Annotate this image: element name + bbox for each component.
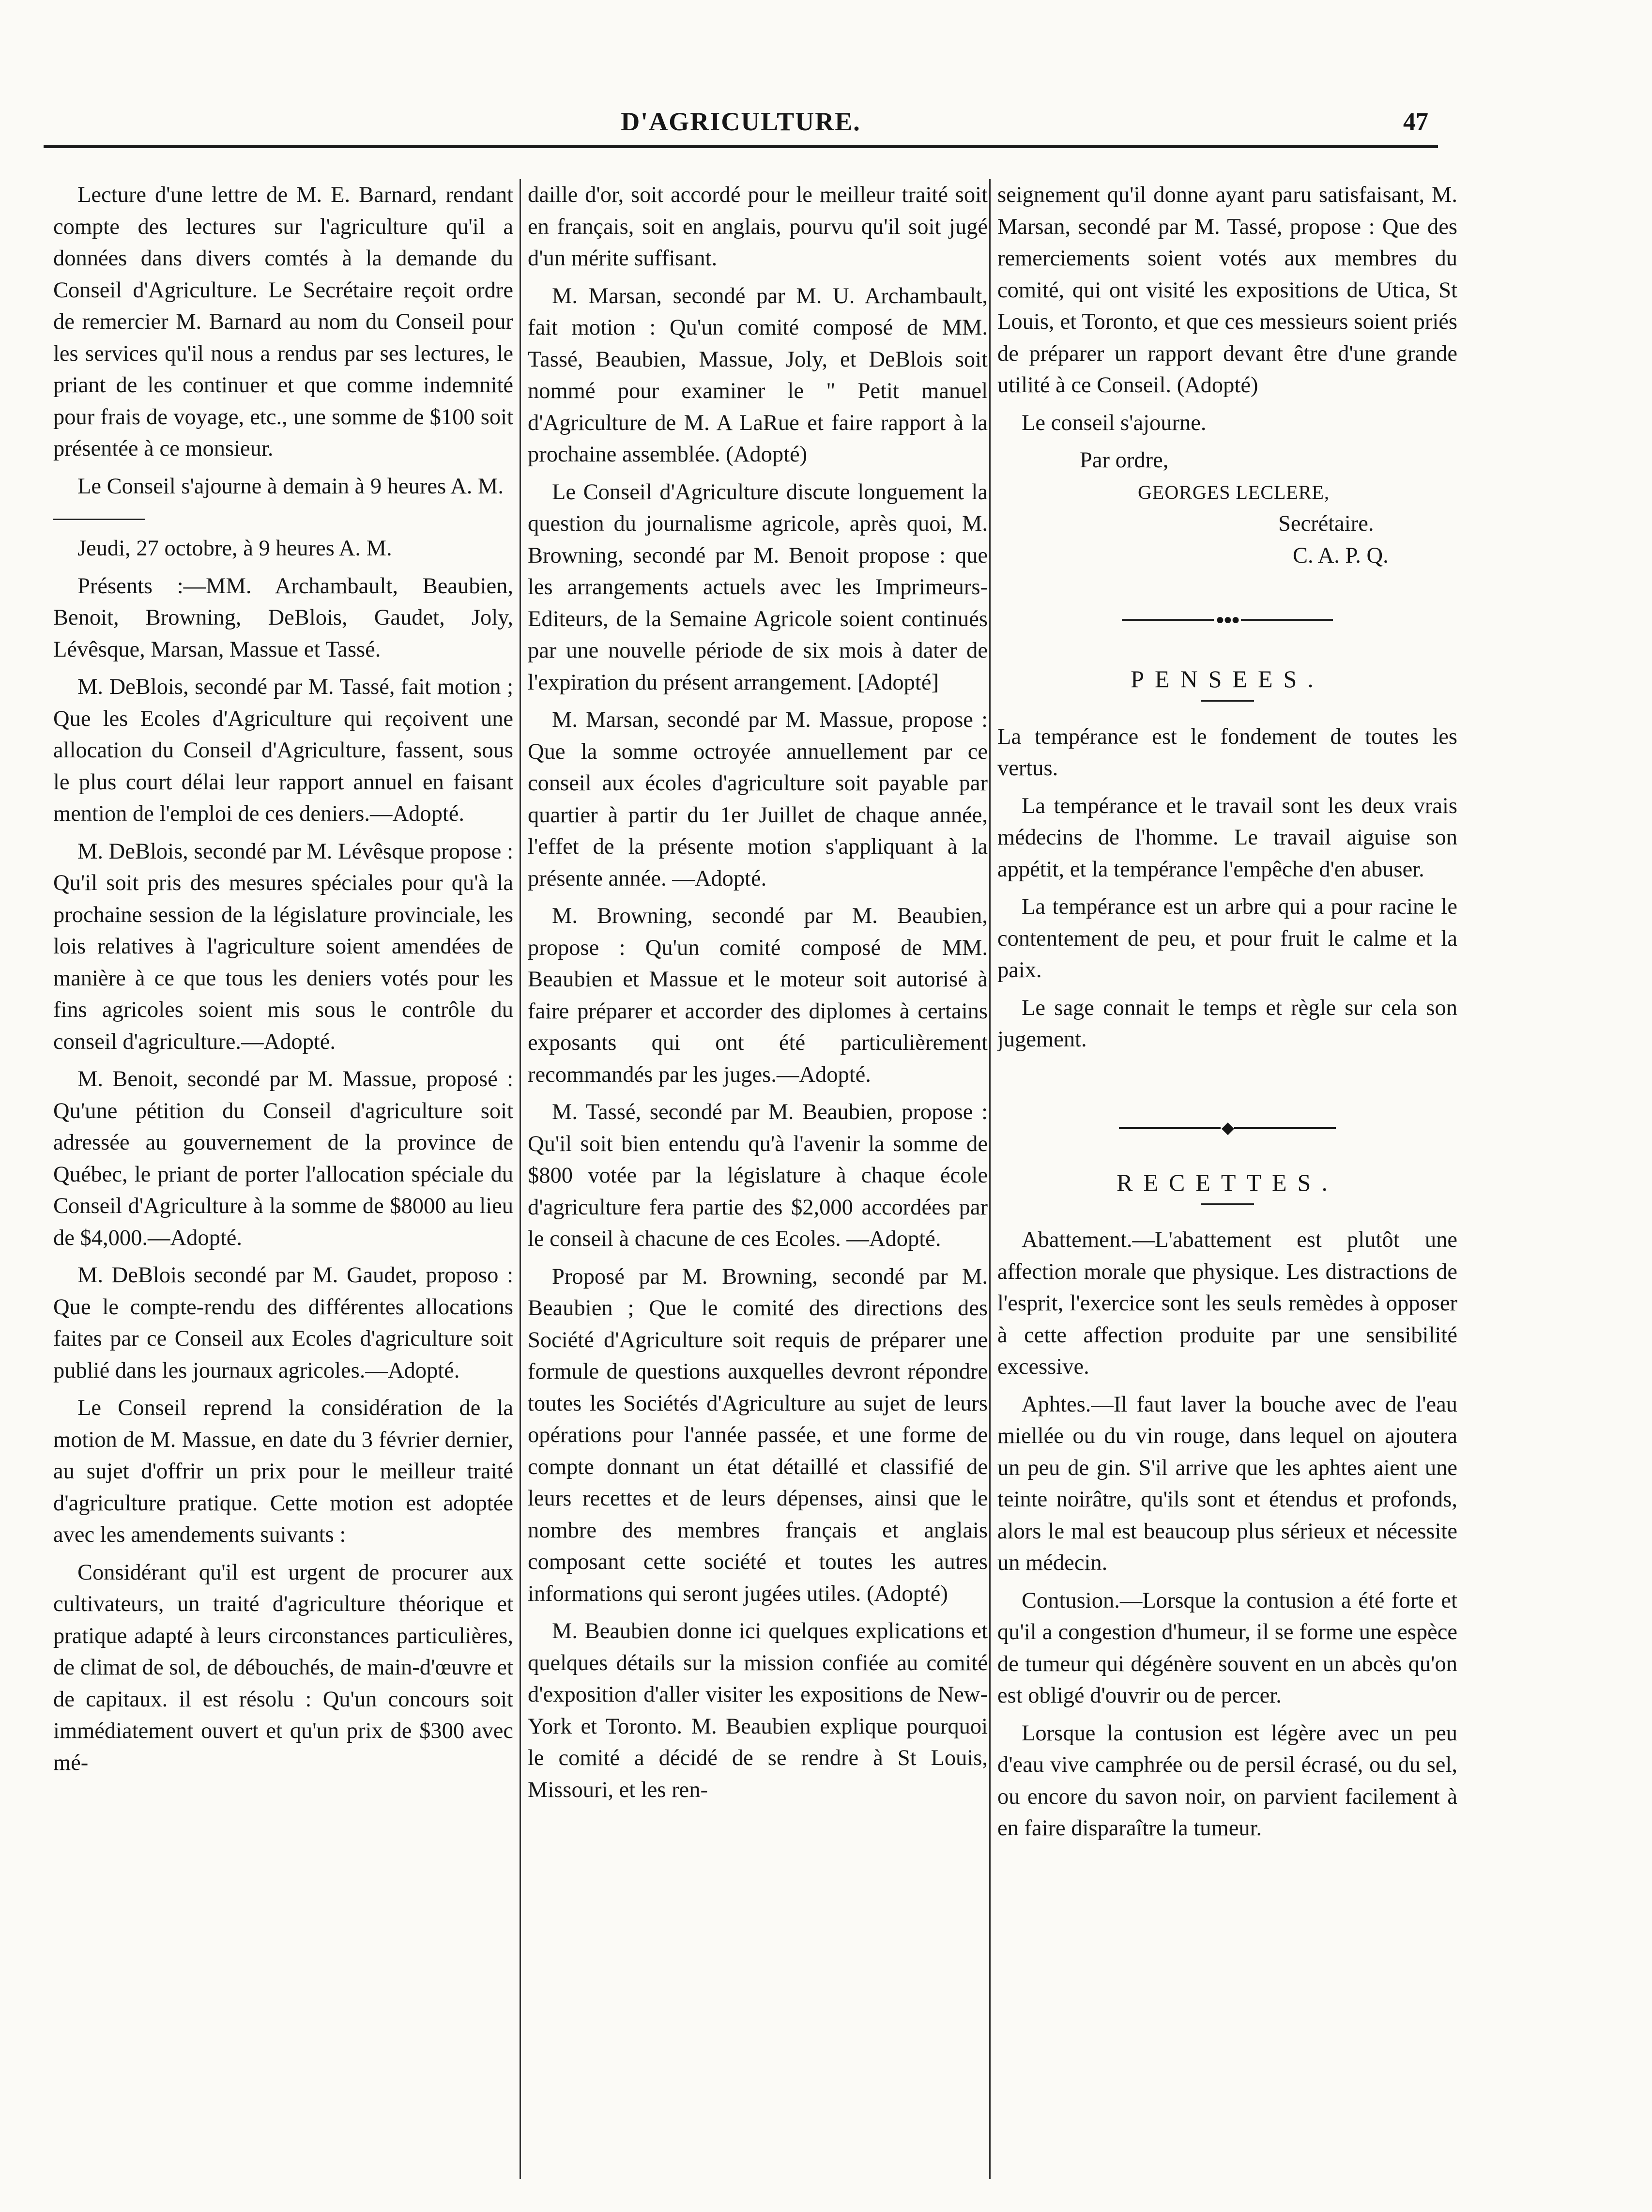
paragraph: M. DeBlois secondé par M. Gaudet, proposo : Que le compte-rendu des différentes allocations faites par ce Conseil aux Ecoles d'agriculture soit publié dans les journaux agricoles.—Adopté. bbox=[53, 1263, 513, 1383]
header-rule bbox=[44, 145, 1438, 148]
paragraph: Contusion.—Lorsque la contusion a été forte et qu'il a congestion d'humeur, il se forme une espèce de tumeur qui dégénère souvent en un abcès qu'on est obligé d'ouvrir ou de percer. bbox=[997, 1588, 1457, 1708]
paragraph: daille d'or, soit accordé pour le meilleur traité soit en français, soit en anglais, pourvu qu'il soit jugé d'un mérite suffisant. bbox=[528, 183, 988, 271]
paragraph: seignement qu'il donne ayant paru satisfaisant, M. Marsan, secondé par M. Tassé, propose : Que des remerciements soient votés aux membres du comité, qui ont visité les expositions de Utica, St Louis, et Toronto, et que ces messieurs soient priés de préparer un rapport devant être d'une grande utilité à ce Conseil. (Adopté) bbox=[997, 183, 1457, 398]
paragraph: M. Benoit, secondé par M. Massue, proposé : Qu'une pétition du Conseil d'agriculture soit adressée au gouvernement de la province de Québec, le priant de porter l'allocation spéciale du Conseil d'Agriculture à la somme de $8000 au lieu de $4,000.—Adopté. bbox=[53, 1067, 513, 1250]
paragraph: M. Marsan, secondé par M. U. Archambault, fait motion : Qu'un comité composé de MM. Tassé, Beaubien, Massue, Joly, et DeBlois soit nommé pour examiner le " Petit manuel d'Agriculture de M. A LaRue et faire rapport à la prochaine assemblée. (Adopté) bbox=[528, 283, 988, 467]
column-2 bbox=[528, 179, 988, 2179]
section-divider bbox=[53, 519, 145, 520]
signature-line: Par ordre, bbox=[1080, 448, 1169, 473]
paragraph: Le conseil s'ajourne. bbox=[1022, 410, 1207, 435]
paragraph: M. Browning, secondé par M. Beaubien, propose : Qu'un comité composé de MM. Beaubien et Massue et le moteur soit autorisé à faire préparer et accorder des diplomes à certains exposants qui ont été particulièrement recommandés par les juges.—Adopté. bbox=[528, 904, 988, 1087]
signature-title: Secrétaire. bbox=[1278, 511, 1374, 536]
paragraph: Le Conseil reprend la considération de la motion de M. Massue, en date du 3 février dernier, au sujet d'offrir un prix pour le meilleur traité d'agriculture pratique. Cette motion est adoptée avec les amendements suivants : bbox=[53, 1396, 513, 1547]
paragraph: Considérant qu'il est urgent de procurer aux cultivateurs, un traité d'agriculture théorique et pratique adapté à leurs circonstances particulières, de climat de sol, de débouchés, de main-d'œuvre et de capitaux. il est résolu : Qu'un concours soit immédiatement ouvert et qu'un prix de $300 avec mé- bbox=[53, 1560, 513, 1775]
page-number: 47 bbox=[1403, 108, 1428, 136]
recettes-heading: RECETTES. bbox=[1117, 1168, 1338, 1196]
paragraph: La tempérance est le fondement de toutes les vertus. bbox=[997, 724, 1457, 781]
signature-org: C. A. P. Q. bbox=[1293, 543, 1389, 568]
signature-block bbox=[997, 445, 1457, 571]
page-header bbox=[44, 97, 1438, 145]
paragraph: M. DeBlois, secondé par M. Lévêsque propose : Qu'il soit pris des mesures spéciales pour qu'à la prochaine session de la législature provinciale, les lois relatives à l'agriculture soient amendées de manière à ce que tous les deniers votés pour les fins agricoles soient mis sous le contrôle du conseil d'agriculture.—Adopté. bbox=[53, 839, 513, 1054]
paragraph: M. DeBlois, secondé par M. Tassé, fait motion ; Que les Ecoles d'Agriculture qui reçoivent une allocation du Conseil d'Agriculture, fassent, sous le plus court délai leur rapport annuel en faisant mention de l'emploi de ces deniers.—Adopté. bbox=[53, 675, 513, 826]
paragraph: Abattement.—L'abattement est plutôt une affection morale que physique. Les distractions de l'esprit, l'exercice sont les seuls remèdes à opposer à cette affection produite par une sensibilité excessive. bbox=[997, 1228, 1457, 1379]
paragraph: La tempérance est un arbre qui a pour racine le contentement de peu, et pour fruit le calme et la paix. bbox=[997, 894, 1457, 983]
heading-dash bbox=[1201, 1203, 1254, 1205]
signature-name: GEORGES LECLERE, bbox=[1138, 481, 1330, 503]
paragraph: M. Tassé, secondé par M. Beaubien, propose : Qu'il soit bien entendu qu'à l'avenir la somme de $800 votée par la législature à chaque école d'agriculture fera partie des $2,000 accordées par le conseil à chacune de ces Ecoles. —Adopté. bbox=[528, 1100, 988, 1251]
ornament-divider: ●●● bbox=[997, 605, 1457, 634]
paragraph: Le Conseil d'Agriculture discute longuement la question du journalisme agricole, après quoi, M. Browning, secondé par M. Benoit propose : que les arrangements actuels avec les Imprimeurs-Editeurs, de la Semaine Agricole soient continués par une nouvelle période de six mois à dater de l'expiration du présent arrangement. [Adopté] bbox=[528, 479, 988, 695]
paragraph: Lecture d'une lettre de M. E. Barnard, rendant compte des lectures sur l'agriculture qu'il a données dans divers comtés à la demande du Conseil d'Agriculture. Le Secrétaire reçoit ordre de remercier M. Barnard au nom du Conseil pour les services qu'il nous a rendus par ses lectures, le priant de les continuer et que comme indemnité pour frais de voyage, etc., une somme de $100 soit présentée à ce monsieur. bbox=[53, 183, 513, 461]
paragraph: Lorsque la contusion est légère avec un peu d'eau vive camphrée ou de persil écrasé, ou du sel, ou encore du savon noir, on parvient facilement à en faire disparaître la tumeur. bbox=[997, 1720, 1457, 1841]
paragraph: M. Marsan, secondé par M. Massue, propose : Que la somme octroyée annuellement par ce conseil aux écoles d'agriculture soit payable par quartier à partir du 1er Juillet de chaque année, l'effet de la présente motion s'appliquant à la présente année. —Adopté. bbox=[528, 707, 988, 891]
paragraph: Aphtes.—Il faut laver la bouche avec de l'eau miellée ou du vin rouge, dans lequel on ajoutera un peu de gin. S'il arrive que les aphtes aient une teinte noirâtre, qu'ils sont et étendus et profonds, alors le mal est beaucoup plus sérieux et nécessite un médecin. bbox=[997, 1392, 1457, 1575]
paragraph: Le sage connait le temps et règle sur cela son jugement. bbox=[997, 995, 1457, 1052]
paragraph: Présents :—MM. Archambault, Beaubien, Benoit, Browning, DeBlois, Gaudet, Joly, Lévêsque, Marsan, Massue et Tassé. bbox=[53, 573, 513, 662]
heading-dash bbox=[1201, 700, 1254, 702]
column-3 bbox=[997, 179, 1457, 2179]
session-date: Jeudi, 27 octobre, à 9 heures A. M. bbox=[77, 536, 392, 561]
paragraph: Proposé par M. Browning, secondé par M. Beaubien ; Que le comité des directions des Société d'Agriculture soit requis de préparer une formule de questions auxquelles devront répondre toutes les Sociétés d'Agriculture au sujet de leurs opérations pour l'année passée, et une forme de compte donnant un état détaillé et classifié de leurs recettes et de leurs dépenses, ainsi que le nombre des membres français et anglais composant cette société et toutes les autres informations qui seront jugées utiles. (Adopté) bbox=[528, 1264, 988, 1606]
running-title: D'AGRICULTURE. bbox=[621, 107, 861, 136]
paragraph: M. Beaubien donne ici quelques explications et quelques détails sur la mission confiée au comité d'exposition d'aller visiter les expositions de New-York et Toronto. M. Beaubien explique pourquoi le comité a décidé de se rendre à St Louis, Missouri, et les ren- bbox=[528, 1619, 988, 1802]
column-divider bbox=[989, 179, 991, 2179]
paragraph: La tempérance et le travail sont les deux vrais médecins de l'homme. Le travail aiguise son appétit, et la tempérance l'empêche d'en abuser. bbox=[997, 793, 1457, 882]
column-1 bbox=[53, 179, 513, 2179]
paragraph: Le Conseil s'ajourne à demain à 9 heures A. M. bbox=[77, 474, 504, 499]
pensees-heading: PENSEES. bbox=[1131, 665, 1324, 692]
column-divider bbox=[520, 179, 521, 2179]
ornament-divider: ◆ bbox=[997, 1114, 1457, 1143]
